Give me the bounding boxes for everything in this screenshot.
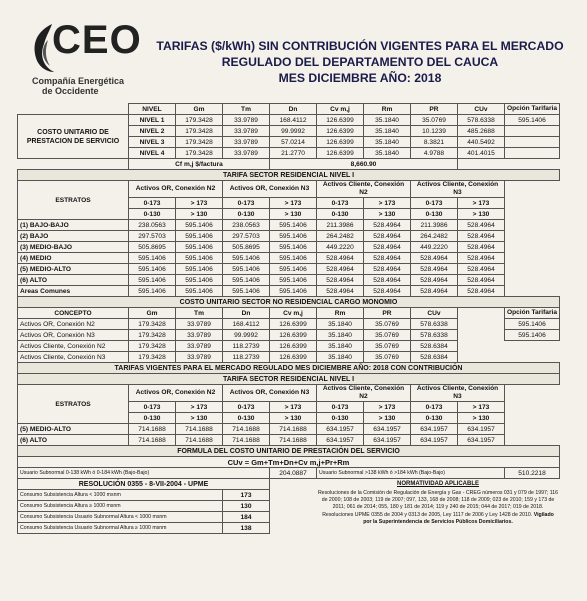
no-residencial-header-row [18, 308, 560, 319]
range-cell: > 130 [458, 209, 505, 220]
estrato-row [18, 435, 560, 446]
range-cell: > 130 [176, 413, 223, 424]
estrato-row [18, 220, 560, 231]
range-cell: > 173 [458, 402, 505, 413]
table-cell: 528.4964 [458, 286, 505, 297]
table-cell: (1) BAJO-BAJO [18, 220, 129, 231]
table-cell: 126.6399 [270, 341, 317, 352]
table-cell: 35.0769 [364, 319, 411, 330]
table-cell: 33.9789 [223, 148, 270, 159]
col-header: Opción Tarifaria [505, 308, 560, 319]
table-cell: 35.1840 [317, 341, 364, 352]
table-cell: 714.1688 [270, 435, 317, 446]
table-cell: 8.3821 [411, 137, 458, 148]
table-cell: 449.2220 [411, 242, 458, 253]
table-cell: 528.4964 [364, 275, 411, 286]
normatividad-title: NORMATIVIDAD APLICABLE [397, 480, 479, 487]
table-cell: 634.1957 [411, 424, 458, 435]
table-cell: 401.4015 [458, 148, 505, 159]
factura-label: Cf m,j $/factura [129, 159, 270, 170]
range-cell: > 173 [458, 198, 505, 209]
range-cell: > 130 [364, 413, 411, 424]
table-cell: 714.1688 [223, 424, 270, 435]
col-header: Rm [317, 308, 364, 319]
estratos-label: ESTRATOS [18, 181, 129, 220]
table-cell: 714.1688 [129, 424, 176, 435]
table-cell: 297.5703 [223, 231, 270, 242]
table-cell: Consumo Subsistencia Usuario Subnormal Altura ≥ 1000 msnm [18, 523, 223, 534]
range-cell: 0-130 [129, 413, 176, 424]
col-header: Opción Tarifaria [505, 104, 560, 115]
table-cell: 126.6399 [317, 148, 364, 159]
table-cell: 505.8695 [129, 242, 176, 253]
table-cell: 35.1840 [317, 319, 364, 330]
table-cell: 634.1957 [411, 435, 458, 446]
contribucion-subtitle: TARIFA SECTOR RESIDENCIAL NIVEL I [18, 374, 560, 385]
table-cell: 126.6399 [270, 330, 317, 341]
table-cell: 126.6399 [270, 352, 317, 363]
range-cell: 0-130 [223, 413, 270, 424]
table-cell: 33.9789 [223, 137, 270, 148]
group-header: Activos OR, Conexión N3 [223, 385, 317, 402]
logo-company-line1: Compañía Energética [32, 76, 125, 86]
table-cell: 595.1406 [223, 253, 270, 264]
table-cell: 528.4964 [364, 253, 411, 264]
table-cell: 211.3986 [411, 220, 458, 231]
table-cell: Activos Cliente, Conexión N2 [18, 341, 129, 352]
table-cell: 21.2770 [270, 148, 317, 159]
table-cell: Areas Comunes [18, 286, 129, 297]
table-cell: 528.4964 [411, 264, 458, 275]
range-cell: 0-173 [223, 402, 270, 413]
estrato-row [18, 286, 560, 297]
table-cell: (5) MEDIO-ALTO [18, 264, 129, 275]
table-cell: 264.2482 [411, 231, 458, 242]
group-header: Activos Cliente, Conexión N3 [411, 181, 505, 198]
table-cell: (4) MEDIO [18, 253, 129, 264]
table-cell: 595.1406 [176, 253, 223, 264]
table-cell: 33.9789 [223, 126, 270, 137]
group-header: Activos Cliente, Conexión N2 [317, 181, 411, 198]
concepto-row [18, 319, 560, 330]
table-cell: 634.1957 [317, 424, 364, 435]
estrato-row [18, 242, 560, 253]
table-cell: Activos Cliente, Conexión N3 [18, 352, 129, 363]
table-cell: (2) BAJO [18, 231, 129, 242]
table-cell: 211.3986 [317, 220, 364, 231]
table-cell: 634.1957 [317, 435, 364, 446]
table-cell: 35.1840 [317, 352, 364, 363]
formula-title: FORMULA DEL COSTO UNITARIO DE PRESTACIÓN DEL SERVICIO [18, 446, 560, 457]
table-cell: 485.2688 [458, 126, 505, 137]
range-cell: > 130 [458, 413, 505, 424]
range-cell: > 173 [270, 402, 317, 413]
logo-company-line2: de Occidente [42, 86, 99, 96]
table-cell: 595.1406 [270, 253, 317, 264]
table-cell: (3) MEDIO-BAJO [18, 242, 129, 253]
col-header: Rm [364, 104, 411, 115]
table-cell: (6) ALTO [18, 435, 129, 446]
table-cell: 33.9789 [176, 341, 223, 352]
range-cell: 0-173 [129, 198, 176, 209]
table-cell: 595.1406 [176, 220, 223, 231]
table-cell: 168.4112 [223, 319, 270, 330]
table-cell: 595.1406 [129, 275, 176, 286]
section-title-row [18, 363, 560, 374]
table-cell: 118.2739 [223, 352, 270, 363]
range-cell: 0-130 [223, 209, 270, 220]
document-title [150, 38, 570, 86]
table-cell: 528.4964 [458, 242, 505, 253]
table-cell: 714.1688 [129, 435, 176, 446]
range-cell: > 173 [364, 198, 411, 209]
table-cell: 35.0769 [364, 330, 411, 341]
title-line2: REGULADO DEL DEPARTAMENTO DEL CAUCA [221, 55, 499, 69]
estrato-row [18, 275, 560, 286]
range-cell: 0-173 [129, 402, 176, 413]
col-header: CUv [458, 104, 505, 115]
range-cell: 0-173 [317, 198, 364, 209]
table-cell [505, 137, 560, 148]
table-cell: 179.3428 [176, 148, 223, 159]
formula-text: CUv = Gm+Tm+Dn+Cv m,j+Pr+Rm [18, 457, 560, 468]
table-cell: 33.9789 [176, 330, 223, 341]
table-cell: 238.0563 [223, 220, 270, 231]
table-cell: 714.1688 [176, 435, 223, 446]
range-cell: 0-130 [129, 209, 176, 220]
range-cell: 0-130 [411, 413, 458, 424]
table-cell: 440.5492 [458, 137, 505, 148]
table-cell: 126.6399 [317, 115, 364, 126]
table-cell: 528.6384 [411, 341, 458, 352]
group-header: Activos Cliente, Conexión N2 [317, 385, 411, 402]
table-cell: 595.1406 [129, 286, 176, 297]
table-cell: 118.2739 [223, 341, 270, 352]
costo-row [18, 115, 560, 126]
title-line3: MES DICIEMBRE AÑO: 2018 [278, 71, 442, 85]
table-cell: 33.9789 [176, 352, 223, 363]
col-header: PR [411, 104, 458, 115]
table-cell: 528.4964 [364, 220, 411, 231]
group-header: Activos Cliente, Conexión N3 [411, 385, 505, 402]
table-cell: 35.1840 [364, 126, 411, 137]
col-header: CONCEPTO [18, 308, 129, 319]
table-cell: 4.9788 [411, 148, 458, 159]
group-header: Activos OR, Conexión N2 [129, 385, 223, 402]
range-cell: > 130 [364, 209, 411, 220]
table-cell: 126.6399 [317, 126, 364, 137]
range-cell: > 130 [270, 413, 317, 424]
residencial-title: TARIFA SECTOR RESIDENCIAL NIVEL I [18, 170, 560, 181]
formula-row [18, 457, 560, 468]
subnormal-left-value: 204.0887 [270, 468, 317, 479]
no-residencial-title: COSTO UNITARIO SECTOR NO RESIDENCIAL CARGO MONOMIO [18, 297, 560, 308]
range-cell: > 173 [176, 198, 223, 209]
table-cell: 714.1688 [223, 435, 270, 446]
table-cell: NIVEL 3 [129, 137, 176, 148]
range-cell: 0-173 [411, 402, 458, 413]
table-cell: 179.3428 [176, 137, 223, 148]
col-header: Gm [176, 104, 223, 115]
title-line1: TARIFAS ($/kWh) SIN CONTRIBUCIÓN VIGENTES PARA EL MERCADO [156, 39, 564, 53]
costo-label: COSTO UNITARIO DE PRESTACION DE SERVICIO [18, 115, 129, 159]
table-cell: 297.5703 [129, 231, 176, 242]
table-cell: Consumo Subsistencia Usuario Subnormal Altura < 1000 msnm [18, 512, 223, 523]
table-cell: NIVEL 2 [129, 126, 176, 137]
table-cell: 595.1406 [270, 220, 317, 231]
table-cell: 126.6399 [317, 137, 364, 148]
table-cell: 35.1840 [364, 148, 411, 159]
table-cell: 528.4964 [364, 286, 411, 297]
normatividad-block [317, 490, 560, 545]
table-cell: 528.4964 [458, 231, 505, 242]
factura-row [18, 159, 560, 170]
table-cell: Activos OR, Conexión N2 [18, 319, 129, 330]
normatividad-text: Resoluciones de la Comisión de Regulación de Energía y Gas - CREG números 031 y 079 de 1997; 116 de 2000; 108 de 2003; 119 de 2007; 097, 133, 168 de 2008; 118 de 2009; 023 de 2010; 159 y 173 de 2011; 061 de 2014; 055, 180 y 181 de 2014; 119 y 240 de 2015; 044 de 2017; 019 de 2018. Resoluciones UPME 0355 de 2004 y 0313 de 2005, Ley 1117 de 2006 y Ley 1428 de 2010. [317, 489, 559, 518]
table-cell: 33.9789 [176, 319, 223, 330]
table-cell: 578.6338 [411, 319, 458, 330]
resolucion-row [18, 490, 560, 501]
col-header: Tm [176, 308, 223, 319]
table-cell: 595.1406 [223, 264, 270, 275]
table-cell: 99.9992 [223, 330, 270, 341]
table-cell: 714.1688 [270, 424, 317, 435]
table-cell: 184 [223, 512, 270, 523]
logo-brand: CEO [52, 18, 142, 62]
range-cell: > 173 [364, 402, 411, 413]
section-title-row [18, 446, 560, 457]
table-cell: NIVEL 4 [129, 148, 176, 159]
resolucion-title: RESOLUCIÓN 0355 - 8-VII-2004 - UPME [18, 479, 270, 490]
concepto-row [18, 341, 560, 352]
table-cell: 35.0769 [411, 115, 458, 126]
group-header: Activos OR, Conexión N3 [223, 181, 317, 198]
estrato-row [18, 231, 560, 242]
table-cell: 57.0214 [270, 137, 317, 148]
table-cell: 595.1406 [223, 286, 270, 297]
estratos-label: ESTRATOS [18, 385, 129, 424]
table-cell: 528.4964 [411, 275, 458, 286]
range-cell: 0-130 [317, 209, 364, 220]
concepto-row [18, 330, 560, 341]
table-cell: 634.1957 [364, 424, 411, 435]
table-cell: 595.1406 [505, 319, 560, 330]
section-title-row [18, 374, 560, 385]
col-header: Cv m,j [270, 308, 317, 319]
table-cell: 10.1239 [411, 126, 458, 137]
subnormal-right-value: 510.2218 [505, 468, 560, 479]
group-header: Activos OR, Conexión N2 [129, 181, 223, 198]
col-header: Tm [223, 104, 270, 115]
table-cell: 595.1406 [270, 231, 317, 242]
range-cell: > 173 [176, 402, 223, 413]
table-cell: 634.1957 [364, 435, 411, 446]
estrato-row [18, 264, 560, 275]
table-cell [505, 148, 560, 159]
table-cell: 528.4964 [317, 264, 364, 275]
table-cell: 528.4964 [364, 242, 411, 253]
table-cell: 528.4964 [458, 220, 505, 231]
table-cell: 138 [223, 523, 270, 534]
table-cell: 35.0769 [364, 341, 411, 352]
table-cell: 578.6338 [411, 330, 458, 341]
table-cell: Consumo Subsistencia Altura ≥ 1000 msnm [18, 501, 223, 512]
table-cell: 449.2220 [317, 242, 364, 253]
table-cell: 595.1406 [129, 264, 176, 275]
table-cell: 595.1406 [176, 264, 223, 275]
estrato-row [18, 253, 560, 264]
table-cell: Consumo Subsistencia Altura < 1000 msnm [18, 490, 223, 501]
col-header: Dn [223, 308, 270, 319]
table-cell: 595.1406 [270, 286, 317, 297]
table-cell: 595.1406 [176, 242, 223, 253]
range-cell: 0-130 [317, 413, 364, 424]
table-cell: 35.0769 [364, 352, 411, 363]
table-cell: 179.3428 [129, 352, 176, 363]
section-title-row [18, 297, 560, 308]
table-cell: NIVEL 1 [129, 115, 176, 126]
table-cell: 595.1406 [176, 231, 223, 242]
table-cell: 595.1406 [129, 253, 176, 264]
range-cell: 0-173 [317, 402, 364, 413]
col-header: CUv [411, 308, 458, 319]
table-cell: 99.9992 [270, 126, 317, 137]
table-cell: 179.3428 [176, 115, 223, 126]
table-cell: 528.4964 [364, 264, 411, 275]
col-header: Dn [270, 104, 317, 115]
factura-value: 8,660.90 [270, 159, 458, 170]
tariff-tables [17, 103, 559, 544]
table-cell: 595.1406 [270, 242, 317, 253]
vigilado-text: Vigilado por la Superintendencia de Servicios Públicos Domiciliarios. [363, 511, 554, 526]
range-cell: > 130 [270, 209, 317, 220]
table-cell: 528.4964 [364, 231, 411, 242]
range-cell: 0-130 [411, 209, 458, 220]
tariff-grid [17, 103, 560, 544]
table-cell: 179.3428 [176, 126, 223, 137]
table-cell: 179.3428 [129, 319, 176, 330]
col-header: Cv m,j [317, 104, 364, 115]
table-cell: 179.3428 [129, 341, 176, 352]
table-cell: 505.8695 [223, 242, 270, 253]
range-cell: > 173 [270, 198, 317, 209]
table-cell: 528.4964 [411, 253, 458, 264]
table-cell: 35.1840 [364, 137, 411, 148]
table-cell: 528.4964 [317, 253, 364, 264]
estrato-row [18, 424, 560, 435]
table-cell: 595.1406 [270, 275, 317, 286]
table-cell: 578.6338 [458, 115, 505, 126]
table-cell: 33.9789 [223, 115, 270, 126]
table-cell: 264.2482 [317, 231, 364, 242]
table-cell: 126.6399 [270, 319, 317, 330]
table-cell: 528.4964 [458, 264, 505, 275]
subnormal-right-label: Usuario Subnormal >138 kWh ó >184 kWh (Bajo-Bajo) [317, 468, 505, 479]
subnormal-left-label: Usuario Subnormal 0-138 kWh ó 0-184 kWh (Bajo-Bajo) [18, 468, 270, 479]
table-cell: (6) ALTO [18, 275, 129, 286]
residencial-group-row [18, 181, 560, 198]
table-cell [505, 126, 560, 137]
table-cell: 528.4964 [458, 275, 505, 286]
section-title-row [18, 170, 560, 181]
concepto-row [18, 352, 560, 363]
range-cell: 0-173 [223, 198, 270, 209]
range-cell: 0-173 [411, 198, 458, 209]
table-cell: 173 [223, 490, 270, 501]
table-cell: 595.1406 [176, 275, 223, 286]
table-cell: 130 [223, 501, 270, 512]
table-cell: 179.3428 [129, 330, 176, 341]
ceo-logo [30, 18, 150, 98]
table-cell: 528.4964 [411, 286, 458, 297]
table-cell: 595.1406 [223, 275, 270, 286]
table-cell: 634.1957 [458, 435, 505, 446]
table-cell: (5) MEDIO-ALTO [18, 424, 129, 435]
table-cell: 528.4964 [317, 286, 364, 297]
table-cell: 634.1957 [458, 424, 505, 435]
costo-header-row [18, 104, 560, 115]
table-cell: 168.4112 [270, 115, 317, 126]
col-header: PR [364, 308, 411, 319]
table-cell: 595.1406 [505, 115, 560, 126]
table-cell: 595.1406 [505, 330, 560, 341]
subnormal-row [18, 468, 560, 479]
table-cell: 35.1840 [364, 115, 411, 126]
table-cell: 714.1688 [176, 424, 223, 435]
col-header: Gm [129, 308, 176, 319]
contribucion-title: TARIFAS VIGENTES PARA EL MERCADO REGULADO MES DICIEMBRE AÑO: 2018 CON CONTRIBUCIÓN [18, 363, 560, 374]
table-cell: 595.1406 [176, 286, 223, 297]
table-cell: 238.0563 [129, 220, 176, 231]
table-cell: 35.1840 [317, 330, 364, 341]
resolucion-title-row [18, 479, 560, 490]
table-cell: 528.4964 [317, 275, 364, 286]
contribucion-group-row [18, 385, 560, 402]
col-header: NIVEL [129, 104, 176, 115]
table-cell: Activos OR, Conexión N3 [18, 330, 129, 341]
range-cell: > 130 [176, 209, 223, 220]
table-cell: 595.1406 [270, 264, 317, 275]
table-cell: 528.6384 [411, 352, 458, 363]
table-cell: 528.4964 [458, 253, 505, 264]
